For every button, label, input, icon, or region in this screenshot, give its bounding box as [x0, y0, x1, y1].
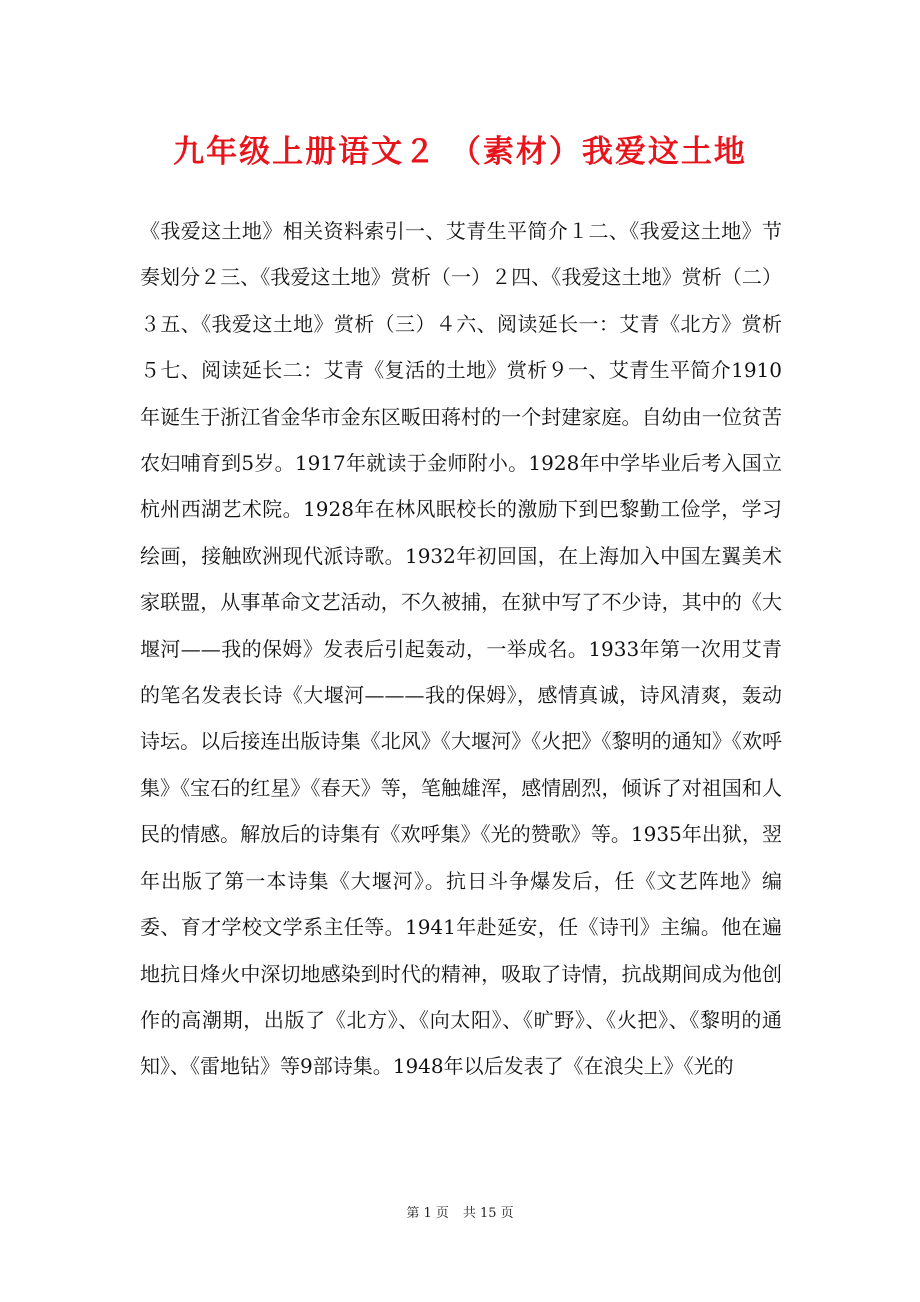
body-paragraph: 《我爱这土地》相关资料索引一、艾青生平简介１二、《我爱这土地》节奏划分２三、《我爱这土地》赏析（一）２四、《我爱这土地》赏析（二）３五、《我爱这土地》赏析（三）４六、阅读延长一：艾青《北方》赏析５七、阅读延长二：艾青《复活的土地》赏析９一、艾青生平简介1910年诞生于浙江省金华市金东区畈田蒋村的一个封建家庭。自幼由一位贫苦农妇哺育到5岁。1917年就读于金师附小。1928年中学毕业后考入国立杭州西湖艺术院。1928年在林风眠校长的激励下到巴黎勤工俭学，学习绘画，接触欧洲现代派诗歌。1932年初回国，在上海加入中国左翼美术家联盟，从事革命文艺活动，不久被捕，在狱中写了不少诗，其中的《大堰河——我的保姆》发表后引起轰动，一举成名。1933年第一次用艾青的笔名发表长诗《大堰河———我的保姆》，感情真诚，诗风清爽，轰动诗坛。以后接连出版诗集《北风》《大堰河》《火把》《黎明的通知》《欢呼集》《宝石的红星》《春天》等，笔触雄浑，感情剧烈，倾诉了对祖国和人民的情感。解放后的诗集有《欢呼集》《光的赞歌》等。1935年出狱，翌年出版了第一本诗集《大堰河》。抗日斗争爆发后，任《文艺阵地》编委、育才学校文学系主任等。1941年赴延安，任《诗刊》主编。他在遍地抗日烽火中深切地感染到时代的精神，吸取了诗情，抗战期间成为他创作的高潮期，出版了《北方》、《向太阳》、《旷野》、《火把》、《黎明的通知》、《雷地钻》等9部诗集。1948年以后发表了《在浪尖上》《光的	[140, 219, 782, 1079]
page-title: 九年级上册语文２ （素材）我爱这土地	[173, 134, 747, 170]
page-number: 第 1 页	[406, 1206, 449, 1221]
page-footer	[0, 1204, 920, 1224]
page-total: 共 15 页	[462, 1206, 514, 1221]
